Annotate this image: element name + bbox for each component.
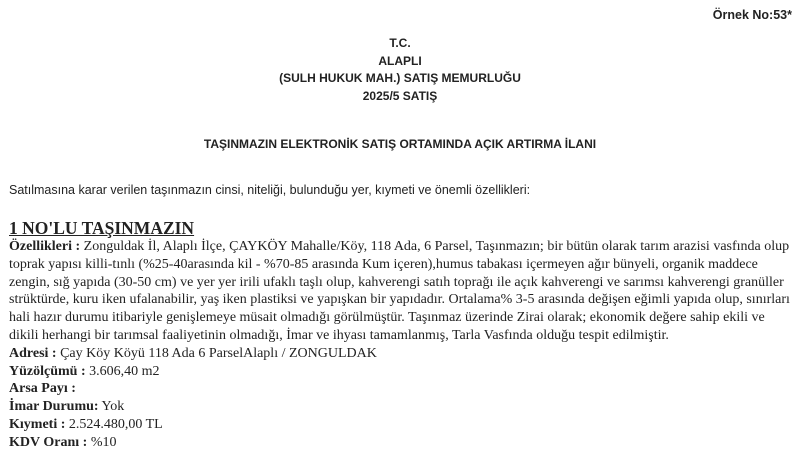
property-details: [9, 238, 795, 452]
adres-value: Çay Köy Köyü 118 Ada 6 ParselAlaplı / ZONGULDAK: [56, 345, 377, 361]
ozellikler-label: Özellikleri :: [9, 239, 81, 254]
ozellikler-line-5: hali hazır durumu itibariyle genişlemeye müsait olmadığı görülmüştür. Taşınmaz üzerinde Zirai olarak; ekonomik değere sahip ekili ve: [9, 310, 765, 326]
intro-paragraph: Satılmasına karar verilen taşınmazın cinsi, niteliği, bulunduğu yer, kıymeti ve önemli özellikleri:: [9, 183, 531, 197]
ozellikler-line-6: dikili herhangi bir tarımsal faaliyetinin olmadığı, İmar ve ihyası tamamlanmış, Tarla Vasfında olduğu tespit edilmiştir.: [9, 327, 669, 343]
kdv-value: %10: [87, 434, 117, 450]
imar-row: [9, 398, 795, 416]
ozellikler-line-2: toprak yapısı killi-tınlı (%25-40arasında kil - %70-85 arasında Kum içeren),humus tabakası içermeyen ağır bünyeli, organik maddece: [9, 256, 758, 272]
kiymeti-row: [9, 416, 795, 434]
kiymeti-value: 2.524.480,00 TL: [65, 416, 163, 432]
yuzolcumu-label: Yüzölçümü :: [9, 363, 86, 379]
ozellikler-line-4: strüktürde, kuru iken ufalanabilir, yaş iken plastiksi ve yapışkan bir yapıdadır. Ortalama% 3-5 arasında değişen eğimli yapıda olup, sınırları: [9, 292, 790, 308]
ozellikler-text: Zonguldak İl, Alaplı İlçe, ÇAYKÖY Mahalle/Köy, 118 Ada, 6 Parsel, Taşınmazın; bir bütün olarak tarım arazisi vasfında olup: [80, 239, 790, 254]
ornek-number: Örnek No:53*: [712, 8, 792, 22]
header-line-city: ALAPLI: [378, 53, 422, 68]
arsa-payi-label: Arsa Payı :: [9, 381, 76, 397]
yuzolcumu-value: 3.606,40 m2: [85, 363, 160, 379]
imar-value: Yok: [98, 399, 125, 415]
kdv-row: [9, 434, 795, 452]
header-line-office: (SULH HUKUK MAH.) SATIŞ MEMURLUĞU: [279, 71, 521, 85]
ozellikler-line-3: zengin, sığ yapıda (30-50 cm) ve yer yer irili ufaklı taşlı olup, kahverengi satıh toprağı ile açık kahverengi ve sarımsı kahverengi granüller: [9, 274, 784, 290]
imar-label: İmar Durumu:: [9, 399, 99, 415]
header-line-tc: T.C.: [389, 36, 411, 50]
adres-row: [9, 345, 795, 363]
kdv-label: KDV Oranı :: [9, 434, 88, 450]
property-heading: 1 NO'LU TAŞINMAZIN: [9, 218, 195, 238]
yuzolcumu-row: [9, 363, 795, 381]
header-line-file: 2025/5 SATIŞ: [362, 88, 438, 103]
ozellikler-line-1: [9, 238, 795, 256]
arsa-payi-row: [9, 380, 795, 398]
document-header: [0, 35, 800, 105]
kiymeti-label: Kıymeti :: [9, 416, 66, 432]
adres-label: Adresi :: [9, 345, 57, 361]
announcement-title: TAŞINMAZIN ELEKTRONİK SATIŞ ORTAMINDA AÇIK ARTIRMA İLANI: [203, 137, 597, 151]
